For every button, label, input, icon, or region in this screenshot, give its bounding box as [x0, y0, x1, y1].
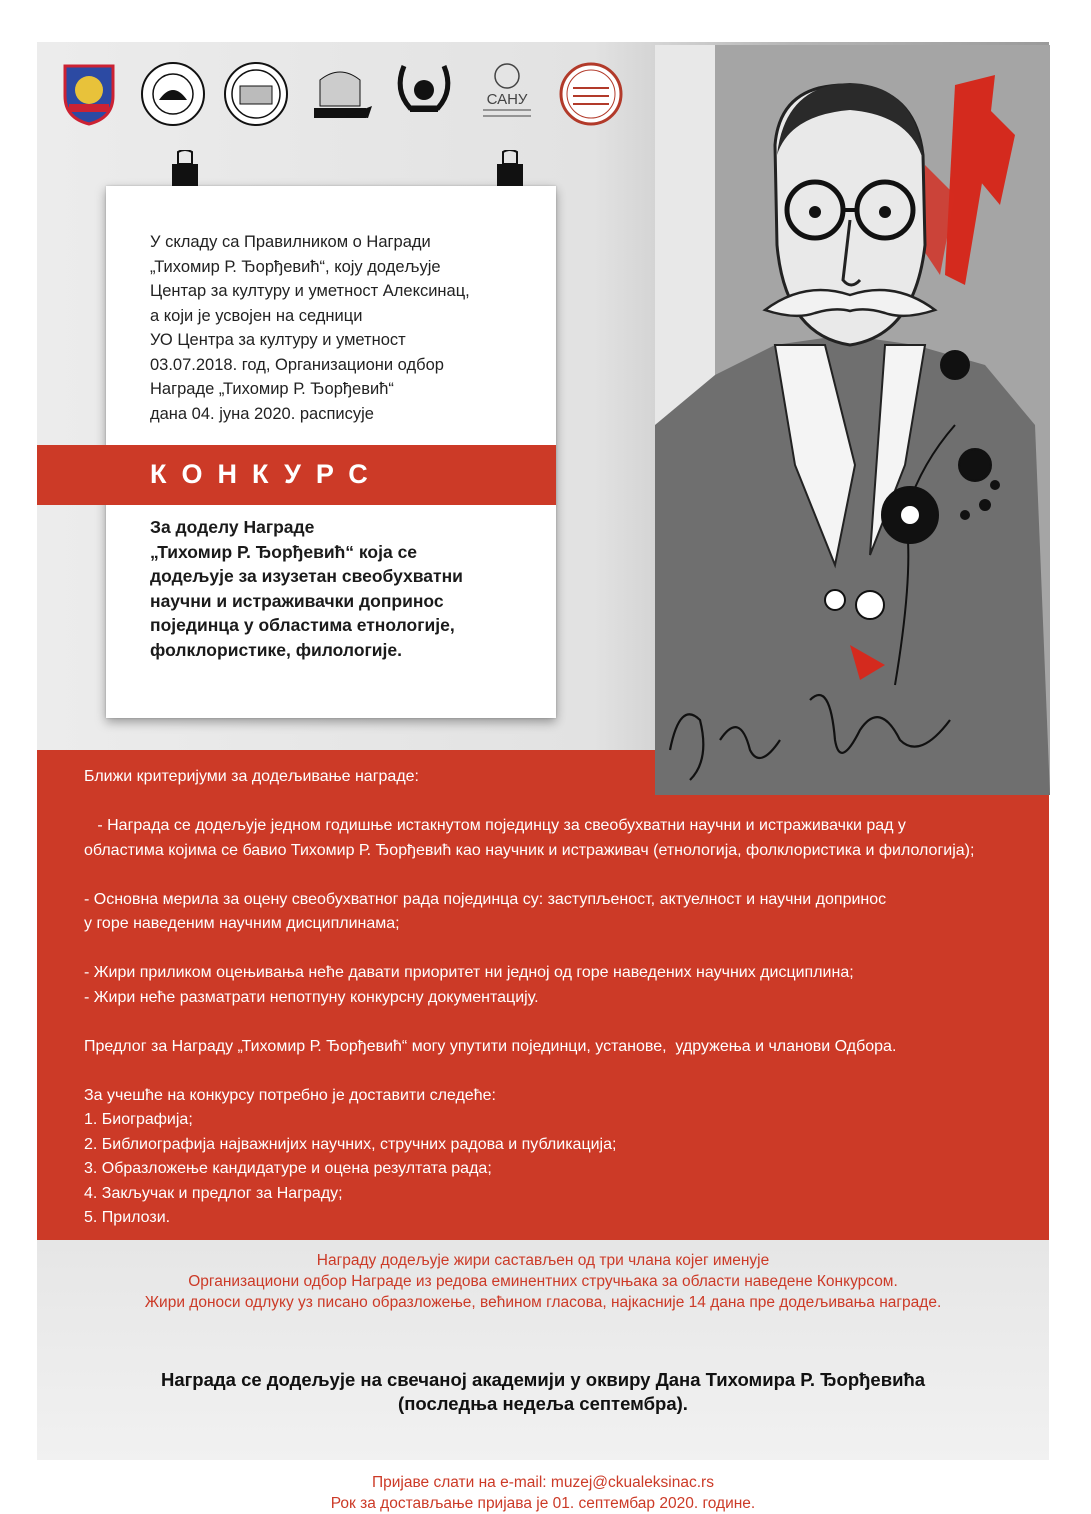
award-line: фолклористике, филологије.: [150, 639, 403, 660]
intro-line: УО Центра за културу и уметност: [150, 331, 406, 349]
jury-line: Организациони одбор Награде из редова еминентних стручњака за области наведене Конкурсом.: [188, 1273, 898, 1290]
intro-line: У складу са Правилником о Награди: [150, 233, 431, 251]
criteria-line: у горе наведеним научним дисциплинама;: [84, 915, 400, 932]
criteria-line: - Жири приликом оцењивања неће давати приоритет ни једној од горе наведених научних дисциплина;: [84, 964, 854, 981]
ceremony-line: (последња недеља септембра).: [398, 1393, 688, 1414]
partner-logos: [55, 58, 625, 130]
intro-line: Награде „Тихомир Р. Ђорђевић“: [150, 380, 394, 398]
jury-text: [37, 1250, 1049, 1313]
intro-line: Центар за културу и уметност Алексинац,: [150, 282, 470, 300]
criteria-line: [84, 863, 1024, 888]
criteria-line: 1. Биографија;: [84, 1111, 193, 1128]
apply-email-line: Пријаве слати на e-mail: muzej@ckualeksinac.rs: [372, 1474, 714, 1491]
sanu-logo-icon: [473, 60, 541, 128]
application-info: [37, 1472, 1049, 1514]
criteria-line: За учешће на конкурсу потребно је доставити следеће:: [84, 1086, 496, 1104]
criteria-line: [84, 1059, 1024, 1084]
apply-deadline-line: Рок за достављање пријава је 01. септембар 2020. године.: [330, 1495, 756, 1512]
award-line: додељује за изузетан свеобухватни: [150, 566, 463, 586]
criteria-list: [84, 765, 1024, 1231]
criteria-line: 4. Закључак и предлог за Награду;: [84, 1184, 343, 1202]
ceremony-line: Награда се додељује на свечаној академији у оквиру Дана Тихомира Р. Ђорђевића: [160, 1369, 926, 1390]
svg-text:САНУ: САНУ: [486, 91, 528, 108]
jury-line: Жири доноси одлуку уз писано образложење, већином гласова, најкасније 14 дана пре додељивања награде.: [144, 1294, 942, 1311]
intro-line: „Тихомир Р. Ђорђевић“, коју додељује: [150, 257, 441, 276]
criteria-line: Ближи критеријуми за додељивање награде:: [84, 768, 419, 785]
award-description: [150, 515, 550, 662]
criteria-line: 2. Библиографија најважнијих научних, стручних радова и публикација;: [84, 1135, 617, 1153]
criteria-line: [84, 937, 1024, 962]
binder-clip-icon: [170, 150, 200, 190]
intro-line: дана 04. јуна 2020. расписује: [150, 404, 374, 423]
criteria-line: 3. Образложење кандидатуре и оцена резултата рада;: [84, 1160, 492, 1177]
jury-line: Награду додељује жири састављен од три члана којег именује: [316, 1252, 770, 1269]
award-line: појединца у областима етнологије,: [150, 615, 455, 635]
culture-center-seal-icon: [139, 60, 207, 128]
award-line: „Тихомир Р. Ђорђевић“ која се: [150, 541, 418, 562]
library-logo-icon: [306, 60, 374, 128]
criteria-line: [84, 1010, 1024, 1035]
criteria-line: 5. Прилози.: [84, 1209, 171, 1226]
national-library-logo-icon: [557, 60, 625, 128]
museum-seal-icon: [222, 60, 290, 128]
criteria-line: - Награда се додељује једном годишње истакнутом појединцу за свеобухватни научни и истраживачки рад у: [84, 817, 906, 834]
konkurs-title: КОНКУРС: [150, 459, 383, 489]
award-line: научни и истраживачки допринос: [150, 590, 444, 611]
binder-clip-icon: [495, 150, 525, 190]
criteria-line: - Жири неће разматрати непотпуну конкурсну документацију.: [84, 988, 539, 1006]
intro-line: 03.07.2018. год, Организациони одбор: [150, 355, 444, 374]
criteria-line: - Основна мерила за оцену свеобухватног рада појединца су: заступљеност, актуелност и научни допринос: [84, 890, 887, 908]
music-school-logo-icon: [390, 60, 458, 128]
intro-line: а који је усвојен на седници: [150, 306, 363, 325]
ceremony-text: [37, 1368, 1049, 1416]
criteria-line: областима којима се бавио Тихомир Р. Ђорђевић као научник и истраживач (етнологија, фолклористика и филологија);: [84, 841, 975, 859]
award-line: За доделу Награде: [150, 517, 315, 537]
criteria-line: Предлог за Награду „Тихомир Р. Ђорђевић“ могу упутити појединци, установе, удружења и чланови Одбора.: [84, 1037, 897, 1055]
aleksinac-coat-of-arms-icon: [55, 60, 123, 128]
criteria-line: [84, 790, 1024, 815]
intro-text: [150, 230, 530, 426]
